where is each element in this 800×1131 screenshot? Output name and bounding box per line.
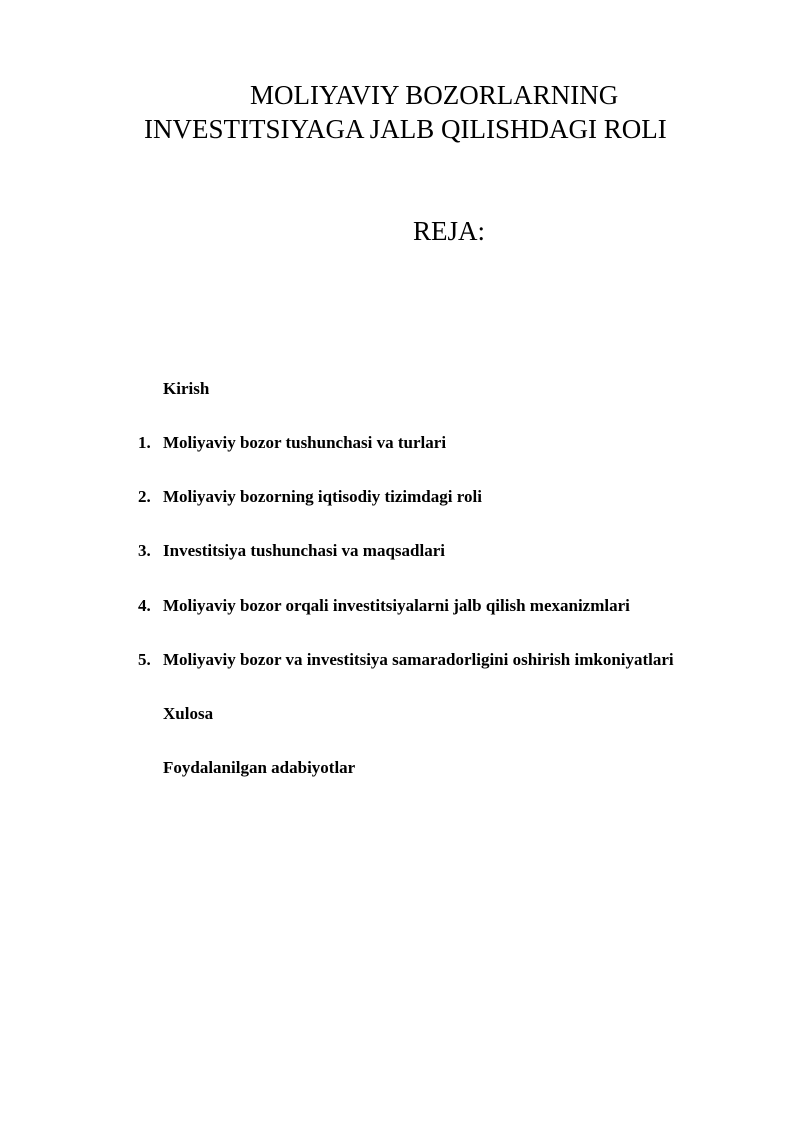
plan-item-number: 5. xyxy=(138,650,151,669)
plan-item-text: Investitsiya tushunchasi va maqsadlari xyxy=(163,541,445,560)
plan-item-text: Moliyaviy bozorning iqtisodiy tizimdagi roli xyxy=(163,487,482,506)
plan-item-text: Kirish xyxy=(163,379,210,398)
plan-item-text: Moliyaviy bozor orqali investitsiyalarni jalb qilish mexanizmlari xyxy=(163,596,630,615)
plan-item-text: Foydalanilgan adabiyotlar xyxy=(163,758,356,777)
plan-item-number: 1. xyxy=(138,433,151,452)
document-title-line-2: INVESTITSIYAGA JALB QILISHDAGI ROLI xyxy=(144,114,667,144)
plan-item-text: Moliyaviy bozor tushunchasi va turlari xyxy=(163,433,447,452)
plan-item-number: 4. xyxy=(138,596,151,615)
document-title-line-1: MOLIYAVIY BOZORLARNING xyxy=(250,80,619,110)
plan-item-text: Moliyaviy bozor va investitsiya samaradorligini oshirish imkoniyatlari xyxy=(163,650,674,669)
plan-item-number: 3. xyxy=(138,541,151,560)
plan-item-number: 2. xyxy=(138,487,151,506)
plan-heading: REJA: xyxy=(413,216,486,246)
plan-item-text: Xulosa xyxy=(163,704,214,723)
